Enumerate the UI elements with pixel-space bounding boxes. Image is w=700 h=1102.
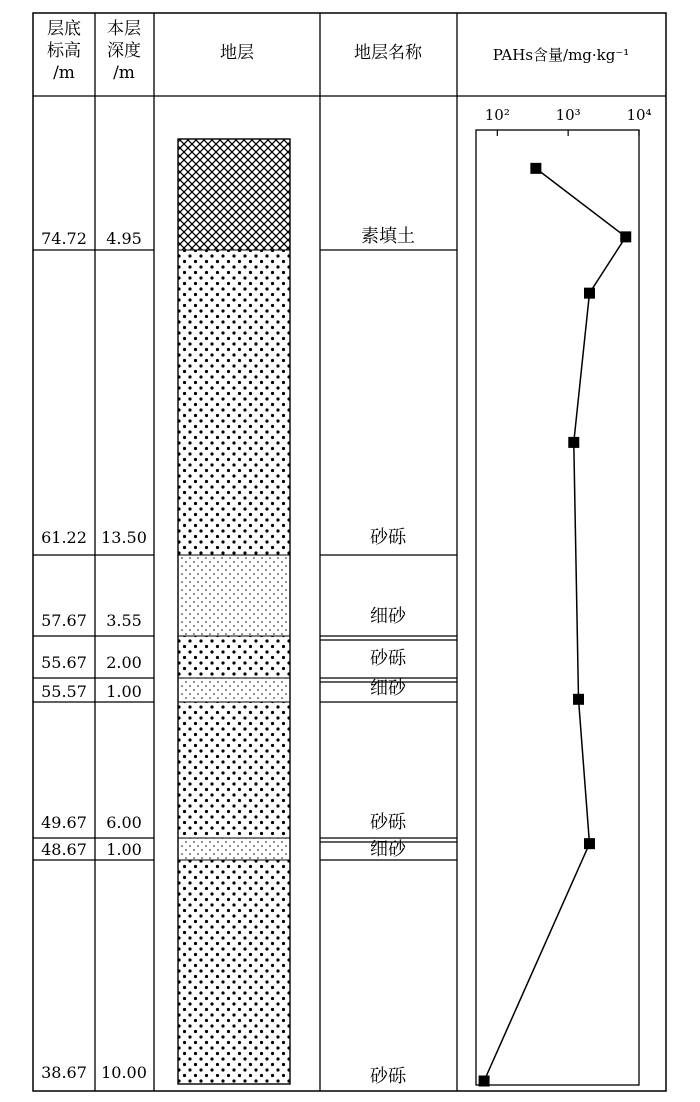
thickness-value: 1.00 — [106, 682, 142, 701]
stratum-layer-7 — [178, 838, 290, 860]
series-line — [484, 168, 626, 1081]
thickness-value: 6.00 — [106, 813, 142, 832]
data-point-marker — [573, 694, 584, 705]
elevation-value: 74.72 — [41, 229, 87, 248]
elevation-value: 38.67 — [41, 1063, 87, 1082]
stratum-layer-5 — [178, 678, 290, 702]
data-point-marker — [584, 288, 595, 299]
data-point-marker — [530, 163, 541, 174]
stratum-layer-6 — [178, 702, 290, 838]
header-stratum-name: 地层名称 — [354, 43, 422, 63]
stratum-name: 细砂 — [370, 678, 406, 699]
thickness-value: 1.00 — [106, 840, 142, 859]
header-thickness-line1: 本层 — [107, 19, 141, 39]
x-tick-label: 10⁴ — [626, 106, 652, 124]
chart-title: PAHs含量/mg·kg⁻¹ — [492, 46, 630, 64]
header-elevation-line1: 层底 — [47, 19, 81, 39]
header-elevation-line2: 标高 — [47, 41, 81, 61]
stratum-patterns — [178, 139, 290, 1084]
stratum-names — [361, 226, 415, 1087]
stratum-layer-2 — [178, 250, 290, 555]
table-frame — [33, 13, 666, 1091]
data-point-marker — [620, 231, 631, 242]
elevation-value: 57.67 — [41, 611, 87, 630]
thickness-value: 2.00 — [106, 653, 142, 672]
thickness-value: 3.55 — [106, 611, 142, 630]
plot-area — [476, 130, 639, 1085]
thickness-values — [101, 229, 147, 1082]
elevation-value: 49.67 — [41, 813, 87, 832]
data-point-marker — [568, 437, 579, 448]
thickness-value: 10.00 — [101, 1063, 147, 1082]
stratum-name: 细砂 — [370, 839, 406, 860]
stratum-name: 砂砾 — [370, 812, 406, 833]
stratum-layer-8 — [178, 860, 290, 1084]
stratum-name: 素填土 — [361, 226, 415, 247]
elevation-value: 55.67 — [41, 653, 87, 672]
header-thickness-unit: /m — [113, 63, 135, 83]
header-thickness-line2: 深度 — [107, 41, 141, 61]
header-elevation-unit: /m — [53, 63, 75, 83]
header-stratum: 地层 — [220, 43, 254, 63]
stratum-name: 砂砾 — [370, 1066, 406, 1087]
thickness-value: 4.95 — [106, 229, 142, 248]
stratum-name: 砂砾 — [370, 527, 406, 548]
pahs-series — [479, 163, 632, 1087]
stratum-name: 细砂 — [370, 606, 406, 627]
x-tick-label: 10² — [484, 106, 510, 124]
x-axis-ticks — [485, 106, 652, 136]
thickness-value: 13.50 — [101, 528, 147, 547]
elevation-values — [41, 229, 87, 1082]
stratum-name: 砂砾 — [370, 648, 406, 669]
data-point-marker — [584, 838, 595, 849]
elevation-value: 48.67 — [41, 840, 87, 859]
elevation-value: 55.57 — [41, 682, 87, 701]
stratum-layer-1 — [178, 139, 290, 250]
data-point-marker — [479, 1076, 490, 1087]
stratum-layer-3 — [178, 555, 290, 636]
x-tick-label: 10³ — [555, 106, 581, 124]
elevation-value: 61.22 — [41, 528, 87, 547]
stratum-layer-4 — [178, 636, 290, 678]
